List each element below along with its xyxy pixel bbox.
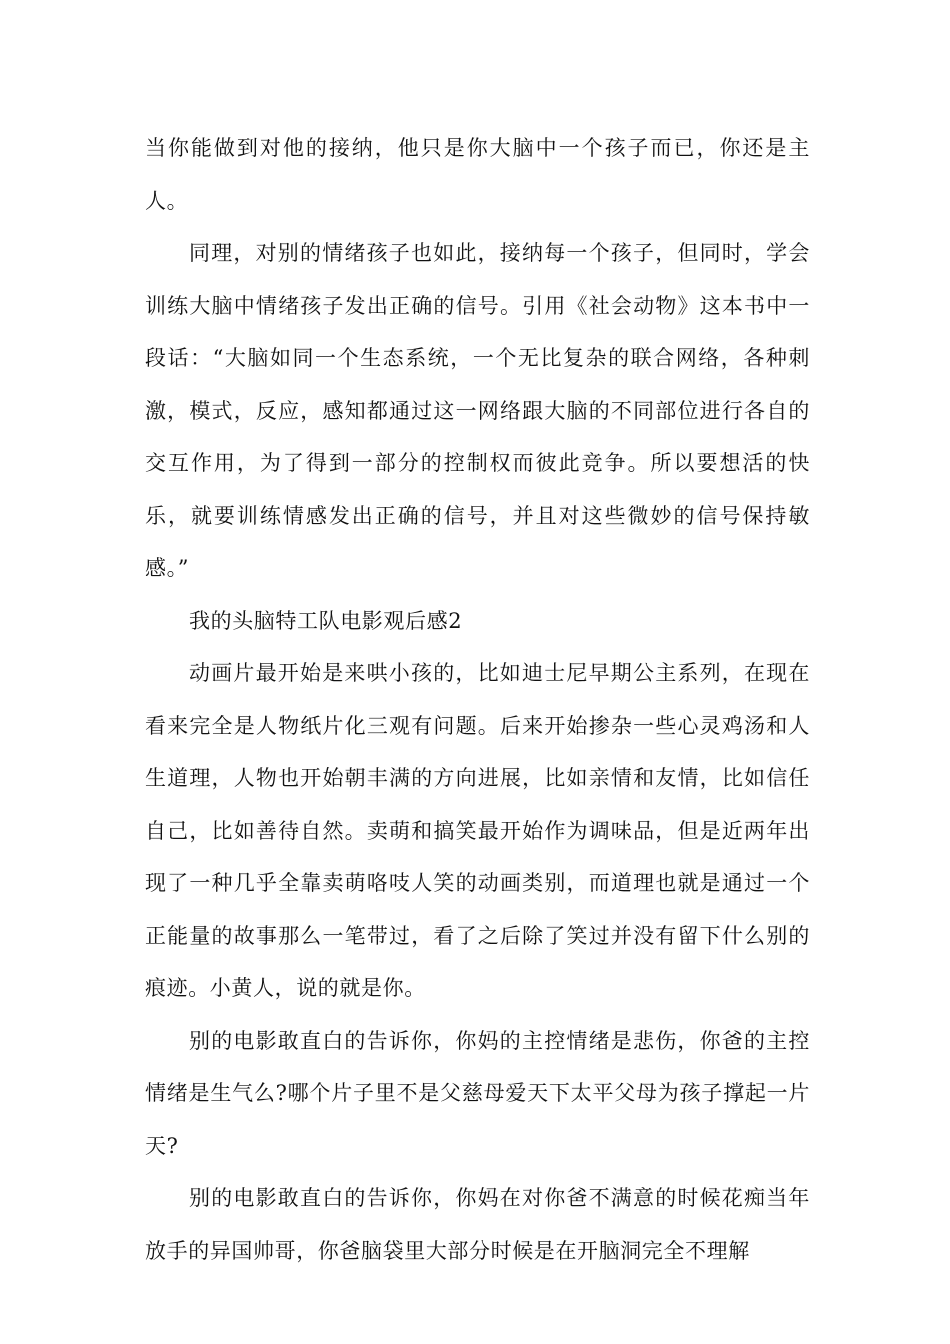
paragraph-5: 别的电影敢直白的告诉你，你妈在对你爸不满意的时候花痴当年放手的异国帅哥，你爸脑袋里大部分时候是在开脑洞完全不理解: [145, 1186, 810, 1263]
document-body: [145, 122, 810, 1277]
paragraph-2: 同理，对别的情绪孩子也如此，接纳每一个孩子，但同时，学会训练大脑中情绪孩子发出正确的信号。引用《社会动物》这本书中一段话：“大脑如同一个生态系统，一个无比复杂的联合网络，各种刺激，模式，反应，感知都通过这一网络跟大脑的不同部位进行各自的交互作用，为了得到一部分的控制权而彼此竞争。所以要想活的快乐，就要训练情感发出正确的信号，并且对这些微妙的信号保持敏感。”: [145, 241, 810, 580]
section-heading: 我的头脑特工队电影观后感2: [189, 608, 463, 633]
paragraph-1: 当你能做到对他的接纳，他只是你大脑中一个孩子而已，你还是主人。: [145, 136, 810, 213]
paragraph-3: 动画片最开始是来哄小孩的，比如迪士尼早期公主系列，在现在看来完全是人物纸片化三观有问题。后来开始掺杂一些心灵鸡汤和人生道理，人物也开始朝丰满的方向进展，比如亲情和友情，比如信任自己，比如善待自然。卖萌和搞笑最开始作为调味品，但是近两年出现了一种几乎全靠卖萌咯吱人笑的动画类别，而道理也就是通过一个正能量的故事那么一笔带过，看了之后除了笑过并没有留下什么别的痕迹。小黄人，说的就是你。: [145, 661, 810, 1000]
paragraph-4: 别的电影敢直白的告诉你，你妈的主控情绪是悲伤，你爸的主控情绪是生气么?哪个片子里不是父慈母爱天下太平父母为孩子撑起一片天?: [145, 1028, 810, 1158]
